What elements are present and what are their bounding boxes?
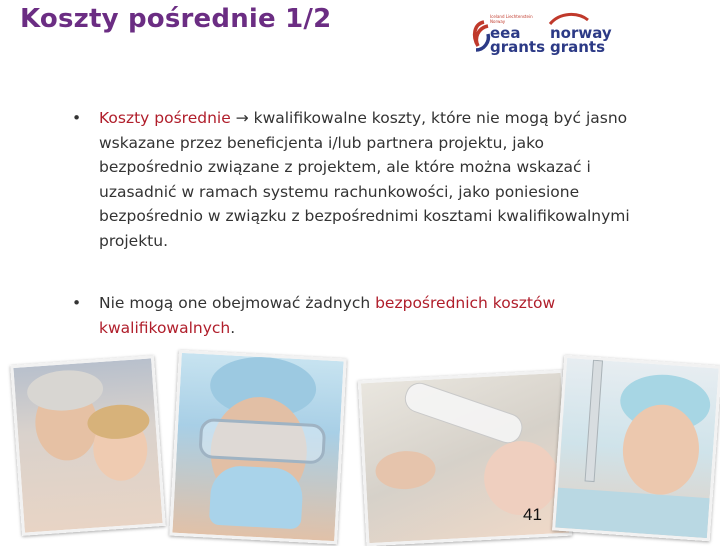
bullet-highlight: bezpośrednich kosztów kwalifikowalnych [99,294,556,337]
norway-grants-logo [548,12,612,56]
bullet-item [72,106,632,253]
eea-grants-logo [470,12,546,56]
norway-line2: grants [550,38,606,56]
face-shape [482,439,560,517]
eea-line2: grants [490,38,546,56]
bullet-text-before: Nie mogą one obejmować żadnych [99,294,376,312]
slide-title: Koszty pośrednie 1/2 [20,4,332,34]
eea-line1: eea [490,24,521,42]
hand-shape [375,450,437,491]
bullet-text: kwalifikowalne koszty, które nie mogą być jasno wskazane przez beneficjenta i/lub partnera projektu, jako bezpośrednio związane z projektem, ale które można wskazać i uzasadnić w ramach systemu rachunkowości, jako poniesione bezpośrednio w związku z bezpośrednimi kosztami kwalifikowalnymi projektu. [99,109,630,250]
bottle-shape [401,379,526,447]
mask-shape [209,465,304,530]
norway-line1: norway [550,24,612,42]
arrow-right-icon: → [230,109,254,127]
bullet-text-after: . [230,318,236,337]
photo-grandmother-child [10,355,166,536]
photo-nurse-syringe [552,355,720,542]
bullet-dot-icon: • [72,294,82,312]
goggles-shape [198,418,326,465]
page-number: 41 [523,505,542,524]
bullet-highlight: Koszty pośrednie [99,109,231,127]
photo-medical-worker-goggles [169,350,347,545]
uniform-shape [555,488,709,539]
bullet-item [72,291,632,340]
eea-swirl-icon [470,16,492,56]
bullet-dot-icon: • [72,109,82,127]
syringe-shape [585,360,603,482]
slide-content [72,106,632,340]
eea-small-text: Iceland Liechtenstein Norway [490,14,533,24]
